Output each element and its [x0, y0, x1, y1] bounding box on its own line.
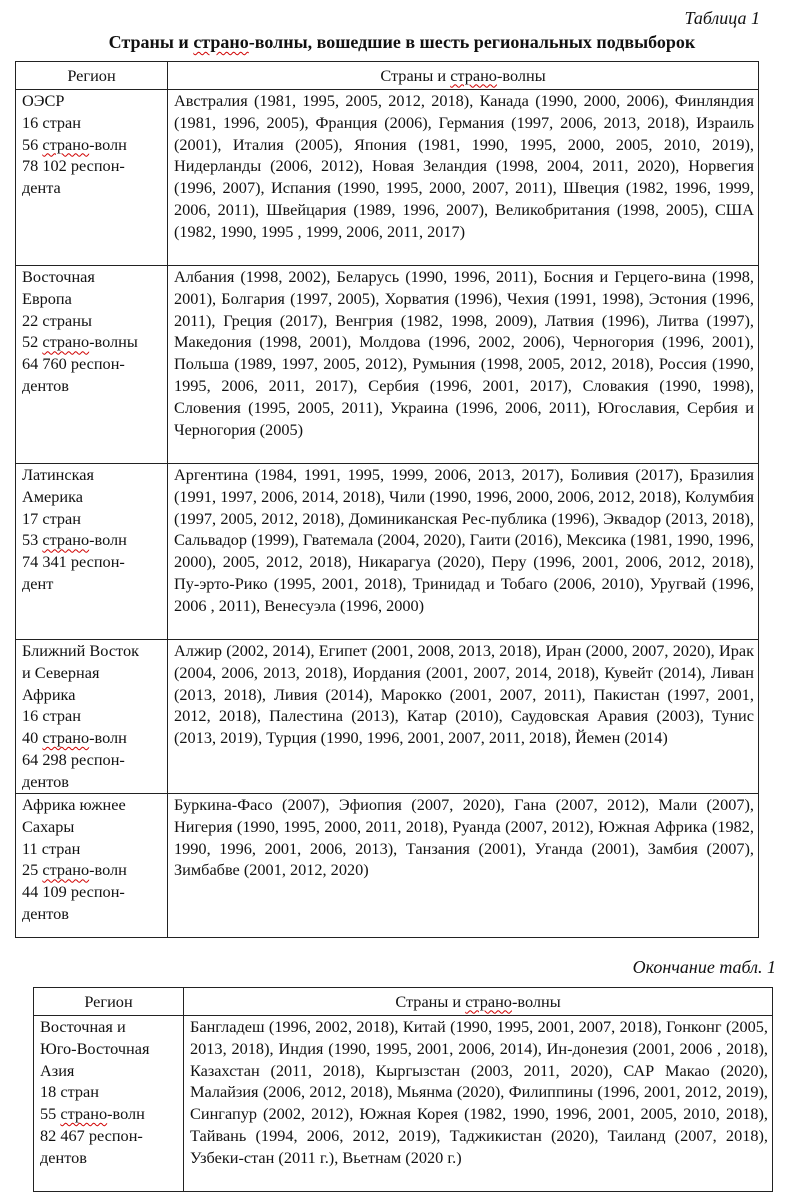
header-countries: Страны и страно-волны	[168, 62, 759, 90]
spellcheck-mark: страно	[42, 332, 90, 352]
spellcheck-mark: страно	[450, 65, 497, 85]
spellcheck-mark: страно	[465, 991, 512, 1011]
countries-cell: Бангладеш (1996, 2002, 2018), Китай (1990, 1995, 2001, 2007, 2018), Гонконг (2005, 2013, 2018), Индия (1990, 1995, 2001, 2006, 2014), Ин-донезия (2001, 2006 , 2018), Казахстан (2011, 2018), Кыргызстан (2003, 2011, 2020), САР Макао (2020), Малайзия (2006, 2012, 2018), Мьянма (2020), Филиппины (1996, 2001, 2012, 2019), Сингапур (2002, 2012), Южная Корея (1982, 1990, 1996, 2001, 2005, 2010, 2018), Тайвань (1994, 2006, 2012, 2019), Таджикистан (2020), Таиланд (2007, 2018), Узбеки-стан (2011 г.), Вьетнам (2020 г.)	[184, 1016, 773, 1192]
region-cell: Ближний Восток и Северная Африка 16 стран 40 страно-волн 64 298 респон- дентов	[16, 640, 168, 794]
table-title: Страны и страно-волны, вошедшие в шесть региональных подвыборок	[108, 32, 696, 52]
region-cell: Восточная Европа 22 страны 52 страно-волны 64 760 респон- дентов	[16, 266, 168, 464]
countries-cell: Албания (1998, 2002), Беларусь (1990, 1996, 2011), Босния и Герцего-вина (1998, 2001), Болгария (1997, 2005), Хорватия (1996), Чехия (1991, 1998), Эстония (1996, 2011), Греция (2017), Венгрия (1982, 1998, 2009), Латвия (1996), Литва (1997), Македония (1998, 2001), Молдова (1996, 2002, 2006), Черногория (1996, 2001), Польша (1989, 1997, 2005, 2012), Румыния (1998, 2005, 2012, 2018), Россия (1990, 1995, 2006, 2011, 2017), Сербия (1996, 2001, 2017), Словакия (1990, 1998), Словения (1995, 2005, 2011), Украина (1996, 2006, 2011), Югославия, Сербия и Черногория (2005)	[168, 266, 759, 464]
spellcheck-mark: страно	[42, 860, 90, 880]
table-row	[16, 640, 759, 794]
region-cell: Латинская Америка 17 стран 53 страно-волн 74 341 респон- дент	[16, 464, 168, 640]
table-row	[16, 794, 759, 938]
countries-cell: Алжир (2002, 2014), Египет (2001, 2008, 2013, 2018), Иран (2000, 2007, 2020), Ирак (2004, 2006, 2013, 2018), Иордания (2001, 2007, 2014, 2018), Кувейт (2014), Ливан (2013, 2018), Ливия (2014), Марокко (2001, 2007, 2011), Пакистан (1997, 2001, 2012, 2018), Палестина (2013), Катар (2010), Саудовская Аравия (2003), Тунис (2013, 2019), Турция (1990, 1996, 2001, 2007, 2011, 2018), Йемен (2014)	[168, 640, 759, 794]
table-row	[34, 1016, 773, 1192]
regions-table-continued	[33, 987, 773, 1192]
table-header-row	[34, 988, 773, 1016]
region-cell: Африка южнее Сахары 11 стран 25 страно-волн 44 109 респон- дентов	[16, 794, 168, 938]
header-countries: Страны и страно-волны	[184, 988, 773, 1016]
spellcheck-mark: страно	[42, 134, 90, 154]
countries-cell: Буркина-Фасо (2007), Эфиопия (2007, 2020), Гана (2007, 2012), Мали (2007), Нигерия (1990, 1995, 2000, 2011, 2018), Руанда (2007, 2012), Южная Африка (1982, 1990, 1996, 2001, 2006, 2013), Танзания (2001), Уганда (2001), Замбия (2007), Зимбабве (2001, 2012, 2020)	[168, 794, 759, 938]
header-region: Регион	[34, 988, 184, 1016]
header-region: Регион	[16, 62, 168, 90]
table-continuation-caption: Окончание табл. 1	[632, 957, 776, 977]
countries-cell: Аргентина (1984, 1991, 1995, 1999, 2006, 2013, 2017), Боливия (2017), Бразилия (1991, 1997, 2006, 2014, 2018), Чили (1990, 1996, 2000, 2006, 2012, 2018), Колумбия (1997, 2005, 2012, 2018), Доминиканская Рес-публика (1996), Эквадор (2013, 2018), Сальвадор (1999), Гватемала (2004, 2020), Гаити (2016), Мексика (1981, 1990, 1996, 2000), 2005, 2012, 2018), Никарагуа (2020), Перу (1996, 2001, 2006, 2012, 2018), Пу-эрто-Рико (1995, 2001, 2018), Тринидад и Тобаго (2006, 2010), Уругвай (1996, 2006 , 2011), Венесуэла (1996, 2000)	[168, 464, 759, 640]
regions-table	[15, 61, 759, 938]
region-cell: Восточная и Юго-Восточная Азия 18 стран 55 страно-волн 82 467 респон- дентов	[34, 1016, 184, 1192]
spellcheck-mark: страно	[42, 530, 90, 550]
table-row	[16, 90, 759, 266]
table-caption: Таблица 1	[684, 8, 760, 28]
table-row	[16, 266, 759, 464]
table-header-row	[16, 62, 759, 90]
region-cell: ОЭСР 16 стран 56 страно-волн 78 102 респон- дента	[16, 90, 168, 266]
spellcheck-mark: страно	[42, 728, 90, 748]
spellcheck-mark: страно	[60, 1104, 108, 1124]
spellcheck-mark: страно	[193, 32, 249, 52]
table-row	[16, 464, 759, 640]
countries-cell: Австралия (1981, 1995, 2005, 2012, 2018), Канада (1990, 2000, 2006), Финляндия (1981, 1996, 2005), Франция (2006), Германия (1997, 2006, 2013, 2018), Израиль (2001), Италия (2005), Япония (1981, 1990, 1995, 2000, 2005, 2010, 2019), Нидерланды (2006, 2012), Новая Зеландия (1998, 2004, 2011, 2020), Норвегия (1996, 2007), Испания (1990, 1995, 2000, 2007, 2011), Швеция (1982, 1996, 1999, 2006, 2011), Швейцария (1989, 1996, 2007), Великобритания (1998, 2005), США (1982, 1990, 1995 , 1999, 2006, 2011, 2017)	[168, 90, 759, 266]
